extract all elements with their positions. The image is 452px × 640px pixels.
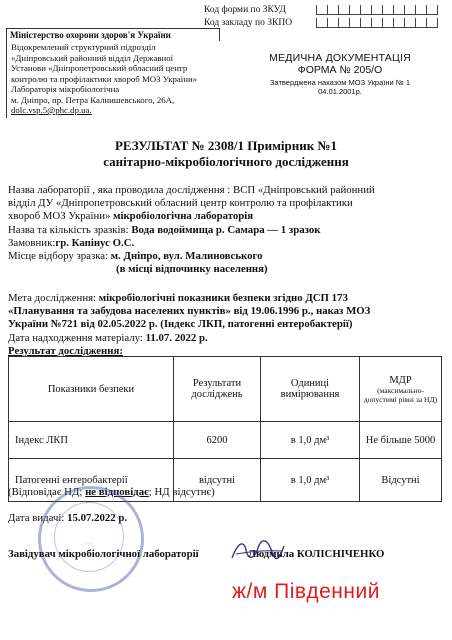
row-mdr: Відсутні xyxy=(360,459,442,502)
head-name: Людмила КОЛІСНІЧЕНКО xyxy=(247,548,385,560)
lab-name-line1 xyxy=(8,184,444,197)
goal-value3: України №721 від 02.05.2022 р. (Індекс ЛКП, патогенні ентеробактерії) xyxy=(8,318,353,331)
signature xyxy=(228,536,288,566)
form-number: ФОРМА № 205/О xyxy=(297,64,383,76)
stamp-inner-ring xyxy=(54,502,124,572)
code-fields xyxy=(204,3,444,29)
row-indicator: Індекс ЛКП xyxy=(9,422,174,459)
row-result: відсутні xyxy=(174,459,261,502)
lab-name-label: Назва лабораторії , яка проводила дослідження : xyxy=(8,184,231,196)
samples-label: Назва та кількість зразків: xyxy=(8,223,129,236)
compliance-close: НД відсутнє) xyxy=(154,486,215,498)
handwritten-mark: ж/м Південний xyxy=(232,580,380,603)
goal-section xyxy=(8,292,444,358)
received-value: 11.07. 2022 р. xyxy=(145,331,208,344)
lab-line: Відокремлений структурний підрозділ xyxy=(11,42,156,52)
compliance-open: (Відповідає НД; xyxy=(8,486,83,498)
compliance-not: не відповідає xyxy=(85,486,149,498)
samples-value: Вода водоймища р. Самара — 1 зразок xyxy=(131,223,321,236)
lab-name-line2: відділ ДУ «Дніпропетровський обласний центр контролю та профілактики xyxy=(8,197,353,210)
lab-name-value4: мікробіологічна лабораторія xyxy=(113,210,254,223)
lab-line: контролю та профілактики хвороб МОЗ України» xyxy=(11,73,198,84)
approved-order: Затверджена наказом МОЗ України № 1 xyxy=(269,78,411,87)
row-indicator: Патогенні ентеробактерії xyxy=(9,459,174,502)
goal-value2: «Планування та забудова населених пунктів» від 19.06.1996 р., наказ МОЗ xyxy=(8,305,371,318)
header-mdr-note: (максимально-допустимі рівні за НД) xyxy=(363,385,438,404)
customer-label: Замовник: xyxy=(8,236,56,249)
row-mdr: Не більше 5000 xyxy=(360,422,442,459)
header-units: Одиниці вимірювання xyxy=(261,357,360,422)
lab-email: dolc.vsp.5@phc.dp.ua. xyxy=(11,105,92,115)
header-mdr-title: МДР xyxy=(389,374,412,386)
results-label: Результат дослідження: xyxy=(8,344,123,357)
institution-code-label: Код закладу по ЗКПО xyxy=(204,17,293,28)
medical-doc-title: МЕДИЧНА ДОКУМЕНТАЦІЯ xyxy=(269,52,411,64)
stamp-mark: ····· xyxy=(83,540,95,547)
place-line xyxy=(8,250,444,263)
lab-line: Установи «Дніпропетровський обласний центр xyxy=(11,63,188,73)
head-label: Завідувач мікробіологічної лабораторії xyxy=(8,548,199,560)
form-code-label: Код форми по ЗКУД xyxy=(204,4,286,15)
form-code-row xyxy=(204,3,444,16)
header-mdr xyxy=(360,357,442,422)
customer-line xyxy=(8,237,444,250)
lab-name-value: ВСП «Дніпровський районний xyxy=(233,184,375,196)
result-title-line2: санітарно-мікробіологічного дослідження xyxy=(103,154,349,169)
header-indicator: Показники безпеки xyxy=(9,357,174,422)
head-line xyxy=(8,548,444,561)
medical-doc-block xyxy=(238,52,442,96)
ministry-name: Міністерство охорони здоров'я України xyxy=(6,28,220,41)
institution-code-boxes xyxy=(316,18,438,28)
row-unit: в 1,0 дм³ xyxy=(261,422,360,459)
table-header-row xyxy=(9,357,442,422)
institution-code-row xyxy=(204,16,444,29)
approved-date: 04.01.2001р. xyxy=(318,87,362,96)
lab-name-section xyxy=(8,184,444,276)
row-result: 6200 xyxy=(174,422,261,459)
lab-line: м. Дніпро, пр. Петра Калнишевського, 26А, xyxy=(11,94,175,105)
form-code-boxes xyxy=(316,5,438,15)
results-table xyxy=(8,356,442,502)
samples-line xyxy=(8,224,444,237)
received-line xyxy=(8,332,444,345)
issue-date-value: 15.07.2022 р. xyxy=(67,512,128,524)
row-unit: в 1,0 дм³ xyxy=(261,459,360,502)
compliance-sep: ; xyxy=(148,486,152,498)
header-results: Результати досліджень xyxy=(174,357,261,422)
lab-name-value3: хвороб МОЗ України» xyxy=(8,210,111,223)
place-note: (в місці відпочинку населення) xyxy=(116,263,268,276)
goal-line1 xyxy=(8,292,444,305)
goal-value1: мікробіологічні показники безпеки згідно ДСП 173 xyxy=(98,292,348,304)
table-row xyxy=(9,422,442,459)
place-value: м. Дніпро, вул. Малиновського xyxy=(110,250,263,263)
issue-date-label: Дата видачі: xyxy=(8,512,65,524)
received-label: Дата надходження матеріалу: xyxy=(8,331,143,344)
lab-address-block xyxy=(6,40,220,118)
goal-label: Мета дослідження: xyxy=(8,292,97,304)
lab-line: «Дніпровський районний відділ Державної xyxy=(11,52,174,63)
lab-line: Лабораторія мікробіологічна xyxy=(11,84,120,94)
lab-name-line3 xyxy=(8,210,444,223)
place-label: Місце відбору зразка: xyxy=(8,250,109,263)
result-title-line1: РЕЗУЛЬТАТ № 2308/1 Примірник №1 xyxy=(114,138,338,153)
customer-value: гр. Капінус О.С. xyxy=(55,236,135,249)
result-title xyxy=(0,138,452,170)
